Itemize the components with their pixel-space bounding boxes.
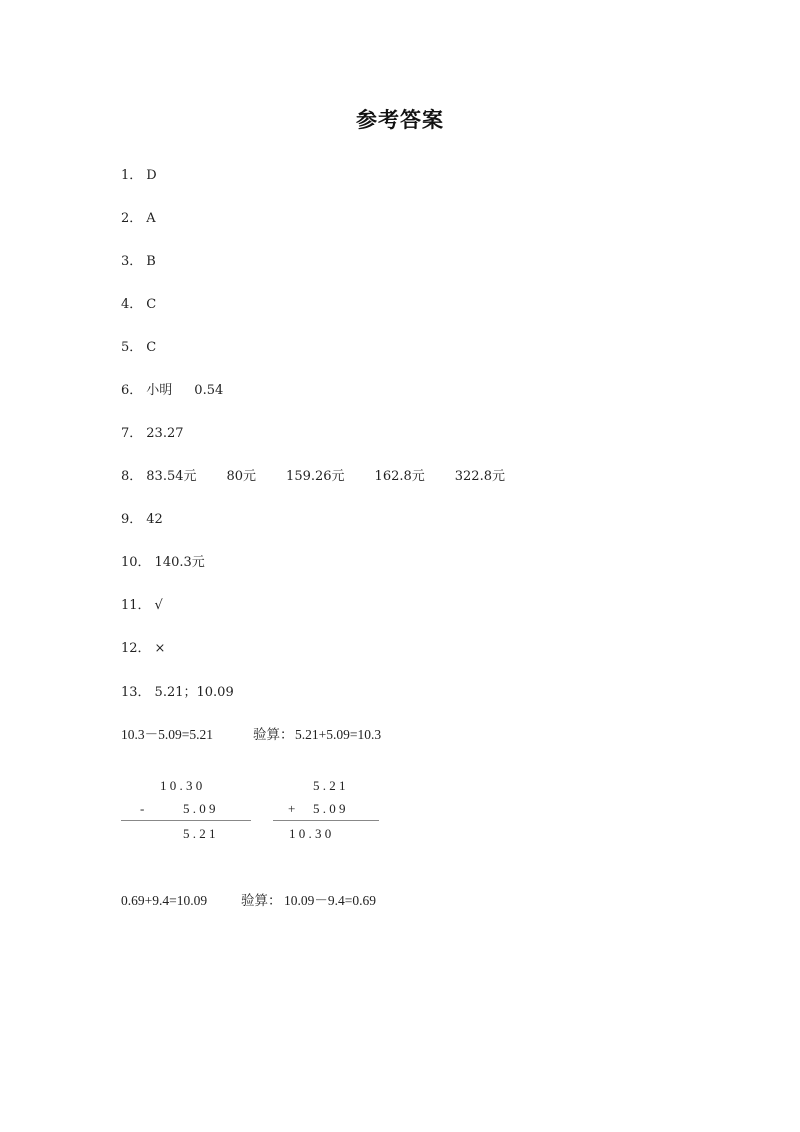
answer-2	[121, 210, 156, 228]
check-equation-2: 10.09－9.4=0.69	[284, 893, 376, 908]
answer-number: 5．	[121, 340, 143, 355]
vertical1-mid: 5 . 0 9	[183, 801, 216, 816]
answer-number: 10．	[121, 555, 151, 570]
answer-value: 小明	[146, 383, 173, 398]
answer-value: 0.54	[194, 383, 224, 398]
answer-number: 9．	[121, 512, 143, 527]
answer-value: C	[146, 297, 157, 312]
answer-value: B	[146, 254, 156, 269]
answer-13	[121, 684, 234, 702]
answer-value: C	[146, 340, 157, 355]
answer-value: 83.54元	[146, 469, 197, 484]
answer-number: 11．	[121, 598, 151, 613]
answer-6	[121, 382, 223, 400]
answer-number: 8．	[121, 469, 143, 484]
answer-number: 7．	[121, 426, 143, 441]
vertical1-top: 1 0 . 3 0	[160, 778, 203, 793]
calc-equation-2: 0.69+9.4=10.09	[121, 893, 208, 908]
answer-value: 322.8元	[454, 469, 505, 484]
vertical2-result: 1 0 . 3 0	[289, 826, 332, 841]
answer-value: √	[154, 598, 163, 613]
answer-value: 42	[146, 512, 163, 527]
answer-11	[121, 597, 163, 615]
check-label-1: 验算：	[253, 727, 294, 742]
answer-number: 3．	[121, 254, 143, 269]
answer-number: 12．	[121, 641, 151, 656]
answer-value: A	[146, 211, 156, 226]
vertical2-line	[273, 820, 379, 821]
answer-value: 23.27	[146, 426, 184, 441]
check-label-2: 验算：	[241, 893, 282, 908]
answer-3	[121, 253, 156, 271]
answer-number: 13．	[121, 685, 151, 700]
answer-number: 1．	[121, 168, 143, 183]
answer-number: 2．	[121, 211, 143, 226]
vertical2-top: 5 . 2 1	[313, 778, 346, 793]
vertical2-mid: 5 . 0 9	[313, 801, 346, 816]
vertical1-result: 5 . 2 1	[183, 826, 216, 841]
answer-5	[121, 339, 156, 357]
answer-12	[121, 640, 165, 658]
calc-equation-1: 10.3－5.09=5.21	[121, 727, 213, 742]
answer-value: D	[146, 168, 157, 183]
answer-value: 80元	[226, 469, 257, 484]
answer-value: ×	[154, 641, 166, 656]
vertical1-line	[121, 820, 251, 821]
answer-7	[121, 425, 184, 443]
answer-value: 159.26元	[286, 469, 345, 484]
answer-value: 5.21；10.09	[154, 685, 234, 700]
check-equation-1: 5.21+5.09=10.3	[295, 727, 382, 742]
vertical2-operator: +	[288, 801, 296, 816]
answer-1	[121, 167, 157, 185]
answer-9	[121, 511, 163, 529]
answer-4	[121, 296, 156, 314]
answer-value: 162.8元	[374, 469, 425, 484]
answer-number: 6．	[121, 383, 143, 398]
answer-8	[121, 468, 505, 486]
answer-value: 140.3元	[154, 555, 205, 570]
answer-10	[121, 554, 205, 572]
page-title: 参考答案	[356, 108, 444, 132]
vertical1-operator: -	[140, 801, 145, 816]
answer-number: 4．	[121, 297, 143, 312]
